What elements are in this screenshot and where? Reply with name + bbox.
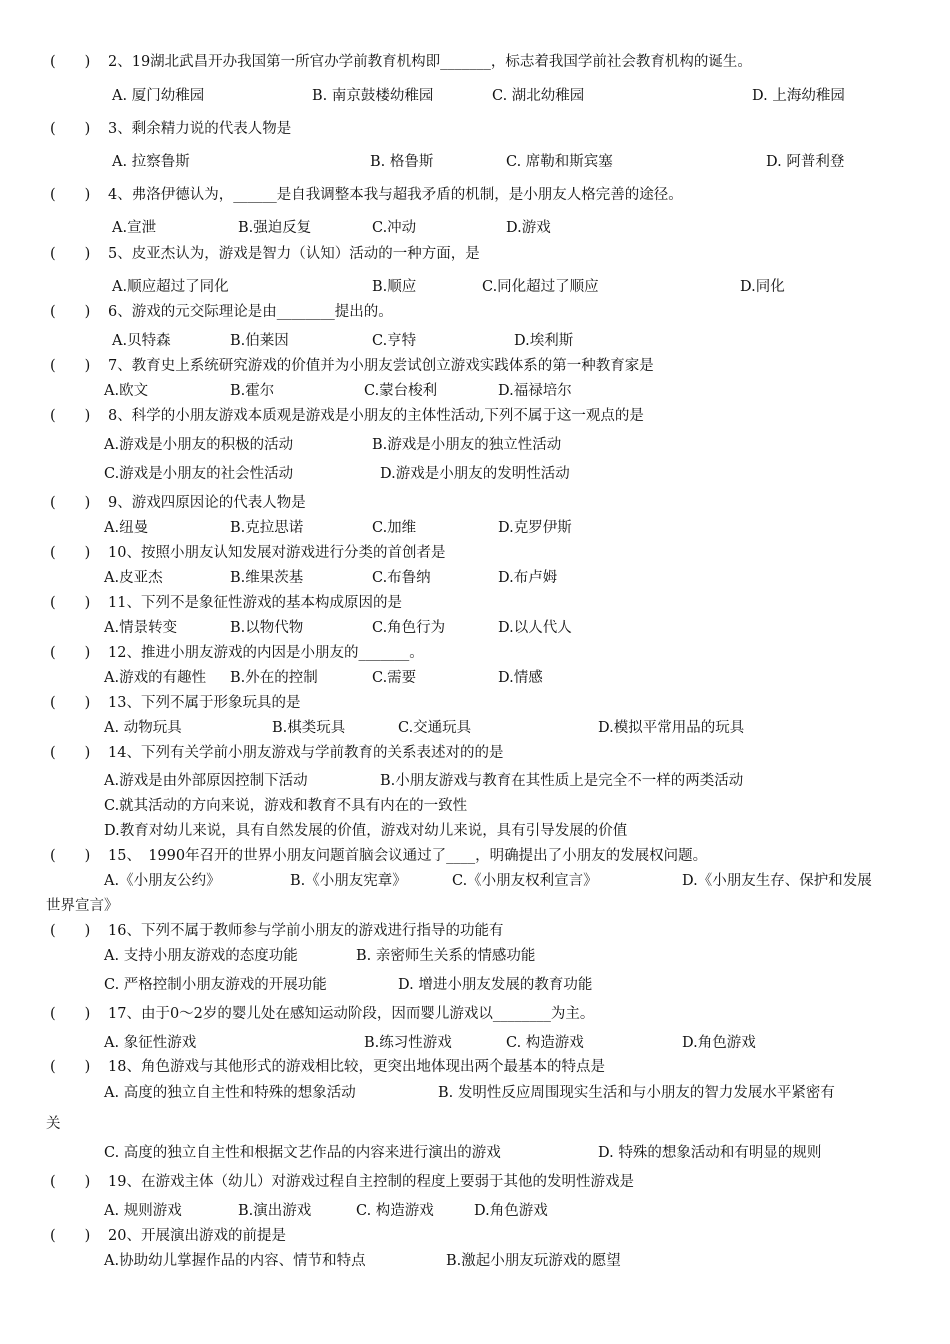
option-a: A. 拉察鲁斯: [112, 154, 190, 170]
option-a: A.情景转变: [104, 620, 178, 636]
answer-paren: ( ): [50, 848, 91, 864]
option-a: A.游戏是由外部原因控制下活动: [104, 773, 308, 789]
option-a: A.游戏的有趣性: [104, 670, 207, 686]
question-15: [50, 846, 707, 866]
question-stem: 7、教育史上系统研究游戏的价值并为小朋友尝试创立游戏实践体系的第一种教育家是: [108, 358, 654, 374]
option-c: C.加维: [372, 520, 417, 536]
question-stem: 4、弗洛伊德认为，______是自我调整本我与超我矛盾的机制，是小朋友人格完善的途径。: [108, 187, 683, 203]
question-stem: 18、角色游戏与其他形式的游戏相比较，更突出地体现出两个最基本的特点是: [108, 1059, 605, 1075]
answer-paren: ( ): [50, 695, 91, 711]
option-d: D.《小朋友生存、保护和发展: [682, 873, 872, 889]
option-c: C.亨特: [372, 333, 417, 349]
option-a: A.贝特森: [112, 333, 171, 349]
option-b: B. 格鲁斯: [370, 154, 434, 170]
option-d: D.同化: [740, 279, 785, 295]
question-2: [50, 52, 752, 72]
answer-paren: ( ): [50, 1174, 91, 1190]
answer-paren: ( ): [50, 408, 91, 424]
option-b: B.练习性游戏: [364, 1035, 452, 1051]
option-b: B.小朋友游戏与教育在其性质上是完全不一样的两类活动: [380, 773, 744, 789]
option-c: C.《小朋友权利宣言》: [452, 873, 598, 889]
option-b: B.维果茨基: [230, 570, 304, 586]
answer-paren: ( ): [50, 54, 91, 70]
option-b-continued: 关: [46, 1116, 61, 1132]
option-d: D.克罗伊斯: [498, 520, 572, 536]
question-stem: 14、下列有关学前小朋友游戏与学前教育的关系表述对的的是: [108, 745, 504, 761]
option-c: C. 构造游戏: [506, 1035, 584, 1051]
question-stem: 2、19湖北武昌开办我国第一所官办学前教育机构即_______，标志着我国学前社会教育机构的诞生。: [108, 54, 752, 70]
answer-paren: ( ): [50, 745, 91, 761]
answer-paren: ( ): [50, 121, 91, 137]
question-stem: 20、开展演出游戏的前提是: [108, 1228, 286, 1244]
question-3: [50, 119, 291, 139]
option-c: C. 席勒和斯宾塞: [506, 154, 613, 170]
question-stem: 16、下列不属于教师参与学前小朋友的游戏进行指导的功能有: [108, 923, 504, 939]
option-d: D.教育对幼儿来说，具有自然发展的价值，游戏对幼儿来说，具有引导发展的价值: [104, 823, 628, 839]
question-5: [50, 244, 480, 264]
question-20: [50, 1226, 286, 1246]
option-c: C.交通玩具: [398, 720, 472, 736]
option-d: D. 增进小朋友发展的教育功能: [398, 977, 593, 993]
question-stem: 19、在游戏主体（幼儿）对游戏过程自主控制的程度上要弱于其他的发明性游戏是: [108, 1174, 634, 1190]
question-16: [50, 921, 503, 941]
option-d: D.角色游戏: [474, 1203, 548, 1219]
option-a: A.欧文: [104, 383, 149, 399]
option-c: C. 湖北幼稚园: [492, 88, 585, 104]
option-d: D. 上海幼稚园: [752, 88, 845, 104]
question-10: [50, 543, 445, 563]
question-11: [50, 593, 402, 613]
option-c: C.就其活动的方向来说，游戏和教育不具有内在的一致性: [104, 798, 468, 814]
option-b: B.《小朋友宪章》: [290, 873, 407, 889]
option-d: D.模拟平常用品的玩具: [598, 720, 745, 736]
question-stem: 3、剩余精力说的代表人物是: [108, 121, 292, 137]
question-stem: 11、下列不是象征性游戏的基本构成原因的是: [108, 595, 402, 611]
option-b: B.伯莱因: [230, 333, 289, 349]
option-a: A.皮亚杰: [104, 570, 163, 586]
option-a: A. 动物玩具: [104, 720, 182, 736]
question-13: [50, 693, 300, 713]
option-c: C.游戏是小朋友的社会性活动: [104, 466, 294, 482]
option-d: D.游戏是小朋友的发明性活动: [380, 466, 570, 482]
answer-paren: ( ): [50, 358, 91, 374]
question-stem: 9、游戏四原因论的代表人物是: [108, 495, 306, 511]
option-a: A.《小朋友公约》: [104, 873, 221, 889]
answer-paren: ( ): [50, 246, 91, 262]
option-a: A. 规则游戏: [104, 1203, 182, 1219]
answer-paren: ( ): [50, 595, 91, 611]
option-b: B.顺应: [372, 279, 417, 295]
option-b: B.强迫反复: [238, 220, 312, 236]
option-b: B.激起小朋友玩游戏的愿望: [446, 1253, 621, 1269]
answer-paren: ( ): [50, 645, 91, 661]
option-d: D.以人代人: [498, 620, 572, 636]
option-c: C.冲动: [372, 220, 417, 236]
option-b: B.克拉思诺: [230, 520, 304, 536]
option-a: A. 厦门幼稚园: [112, 88, 205, 104]
question-stem: 10、按照小朋友认知发展对游戏进行分类的首创者是: [108, 545, 446, 561]
question-4: [50, 185, 683, 205]
answer-paren: ( ): [50, 545, 91, 561]
option-b: B.霍尔: [230, 383, 275, 399]
option-c: C.蒙台梭利: [364, 383, 438, 399]
option-d: D.福禄培尔: [498, 383, 572, 399]
answer-paren: ( ): [50, 1059, 91, 1075]
question-12: [50, 643, 424, 663]
question-7: [50, 356, 654, 376]
question-stem: 13、下列不属于形象玩具的是: [108, 695, 301, 711]
question-17: [50, 1004, 594, 1024]
option-d: D.游戏: [506, 220, 551, 236]
answer-paren: ( ): [50, 923, 91, 939]
question-8: [50, 406, 644, 426]
option-b: B. 亲密师生关系的情感功能: [356, 948, 536, 964]
question-stem: 15、 1990年召开的世界小朋友问题首脑会议通过了____，明确提出了小朋友的发展权问题。: [108, 848, 708, 864]
option-c: C. 构造游戏: [356, 1203, 434, 1219]
answer-paren: ( ): [50, 495, 91, 511]
option-a: A.游戏是小朋友的积极的活动: [104, 437, 294, 453]
option-d: D.布卢姆: [498, 570, 558, 586]
option-b: B.演出游戏: [238, 1203, 312, 1219]
option-a: A.宣泄: [112, 220, 157, 236]
option-d: D.埃利斯: [514, 333, 574, 349]
answer-paren: ( ): [50, 304, 91, 320]
question-stem: 8、科学的小朋友游戏本质观是游戏是小朋友的主体性活动,下列不属于这一观点的是: [108, 408, 644, 424]
question-6: [50, 302, 393, 322]
option-c: C.布鲁纳: [372, 570, 431, 586]
option-b: B.游戏是小朋友的独立性活动: [372, 437, 562, 453]
question-stem: 12、推进小朋友游戏的内因是小朋友的_______。: [108, 645, 424, 661]
option-b: B. 发明性反应周围现实生活和与小朋友的智力发展水平紧密有: [438, 1085, 835, 1101]
question-18: [50, 1057, 605, 1077]
option-a: A.纽曼: [104, 520, 149, 536]
option-c: C. 高度的独立自主性和根据文艺作品的内容来进行演出的游戏: [104, 1145, 501, 1161]
question-stem: 5、皮亚杰认为，游戏是智力（认知）活动的一种方面，是: [108, 246, 480, 262]
option-c: C.同化超过了顺应: [482, 279, 599, 295]
option-a: A.协助幼儿掌握作品的内容、情节和特点: [104, 1253, 366, 1269]
option-a: A.顺应超过了同化: [112, 279, 229, 295]
option-b: B.外在的控制: [230, 670, 318, 686]
option-d: D.角色游戏: [682, 1035, 756, 1051]
option-d: D. 阿普利登: [766, 154, 845, 170]
answer-paren: ( ): [50, 1006, 91, 1022]
question-19: [50, 1172, 634, 1192]
question-9: [50, 493, 306, 513]
option-b: B.棋类玩具: [272, 720, 346, 736]
option-d-continued: 世界宣言》: [46, 898, 119, 914]
option-d: D. 特殊的想象活动和有明显的规则: [598, 1145, 822, 1161]
option-d: D.情感: [498, 670, 543, 686]
answer-paren: ( ): [50, 187, 91, 203]
option-b: B. 南京鼓楼幼稚园: [312, 88, 434, 104]
option-a: A. 支持小朋友游戏的态度功能: [104, 948, 298, 964]
option-a: A. 象征性游戏: [104, 1035, 197, 1051]
option-b: B.以物代物: [230, 620, 304, 636]
option-c: C.需要: [372, 670, 417, 686]
answer-paren: ( ): [50, 1228, 91, 1244]
question-stem: 17、由于0～2岁的婴儿处在感知运动阶段，因而婴儿游戏以________为主。: [108, 1006, 595, 1022]
question-14: [50, 743, 503, 763]
question-stem: 6、游戏的元交际理论是由________提出的。: [108, 304, 393, 320]
option-c: C.角色行为: [372, 620, 446, 636]
option-a: A. 高度的独立自主性和特殊的想象活动: [104, 1085, 356, 1101]
option-c: C. 严格控制小朋友游戏的开展功能: [104, 977, 327, 993]
